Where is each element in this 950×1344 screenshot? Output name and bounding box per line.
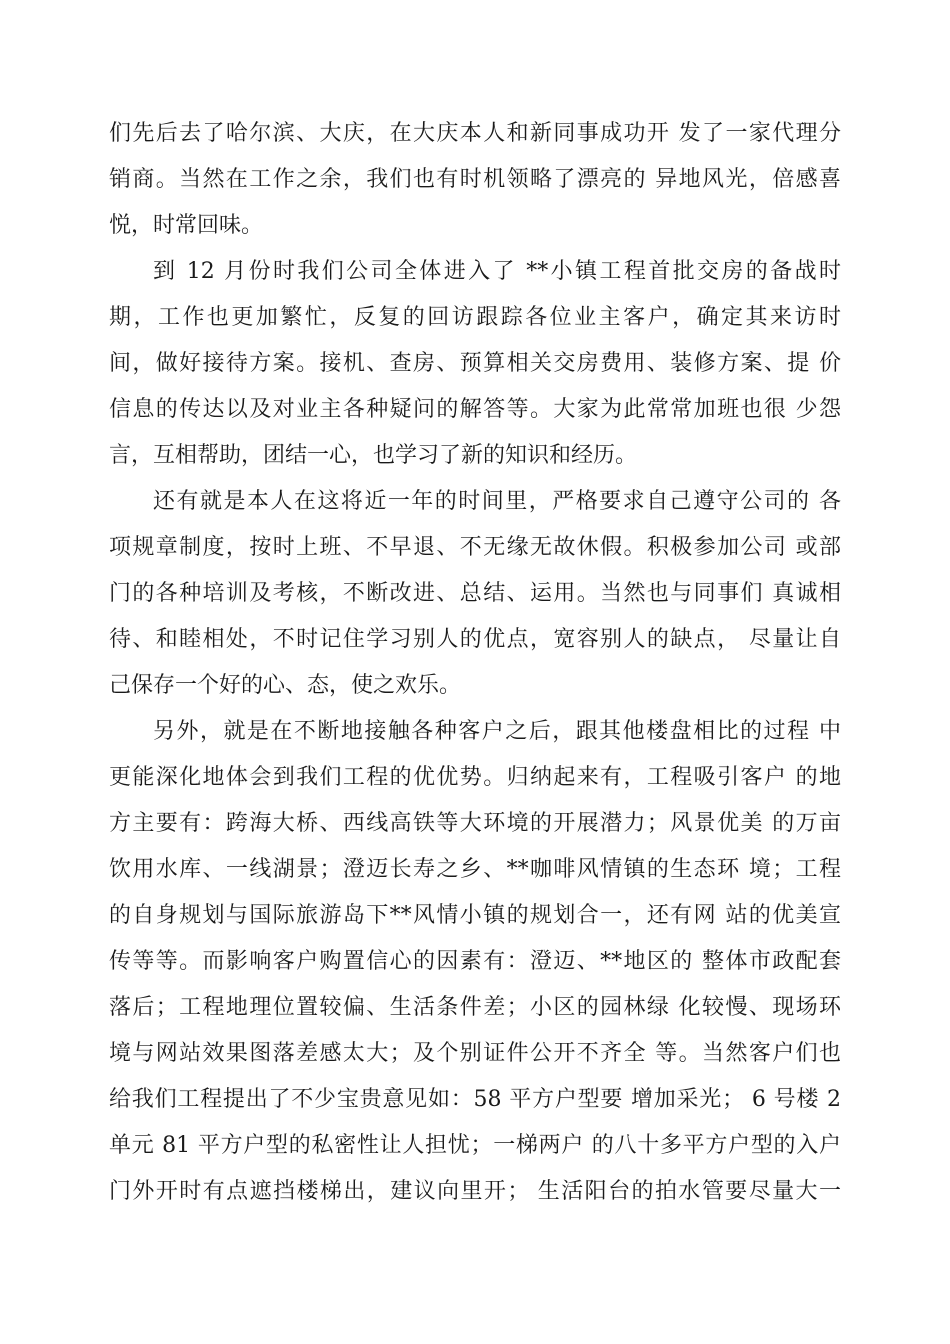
text-line: 单元 81 平方户型的私密性让人担忧；一梯两户 的八十多平方户型的入户 [109, 1133, 841, 1158]
paragraph-first-line: 还有就是本人在这将近一年的时间里，严格要求自己遵守公司的 各 [153, 489, 841, 514]
text-line: 期，工作也更加繁忙，反复的回访跟踪各位业主客户，确定其来访时 [109, 305, 841, 330]
text-line: 饮用水库、一线湖景；澄迈长寿之乡、**咖啡风情镇的生态环 境；工程 [109, 857, 841, 882]
text-line: 境与网站效果图落差感太大；及个别证件公开不齐全 等。当然客户们也 [109, 1041, 841, 1066]
text-line: 的自身规划与国际旅游岛下**风情小镇的规划合一，还有网 站的优美宣 [109, 903, 841, 928]
paragraph-first-line: 到 12 月份时我们公司全体进入了 **小镇工程首批交房的备战时 [153, 259, 841, 284]
text-line: 信息的传达以及对业主各种疑问的解答等。大家为此常常加班也很 少怨 [109, 397, 841, 422]
text-line: 给我们工程提出了不少宝贵意见如：58 平方户型要 增加采光； 6 号楼 2 [109, 1087, 841, 1112]
text-line: 传等等。而影响客户购置信心的因素有：澄迈、**地区的 整体市政配套 [109, 949, 841, 974]
text-line: 更能深化地体会到我们工程的优优势。归纳起来有，工程吸引客户 的地 [109, 765, 841, 790]
text-line: 门的各种培训及考核，不断改进、总结、运用。当然也与同事们 真诚相 [109, 581, 841, 606]
text-line: 悦，时常回味。 [109, 213, 264, 238]
text-line: 项规章制度，按时上班、不早退、不无缘无故休假。积极参加公司 或部 [109, 535, 841, 560]
text-line: 销商。当然在工作之余，我们也有时机领略了漂亮的 异地风光，倍感喜 [109, 167, 841, 192]
text-line: 门外开时有点遮挡楼梯出，建议向里开； 生活阳台的拍水管要尽量大一 [109, 1179, 841, 1204]
text-line: 己保存一个好的心、态，使之欢乐。 [109, 673, 462, 698]
paragraph-first-line: 另外，就是在不断地接触各种客户之后，跟其他楼盘相比的过程 中 [153, 719, 841, 744]
text-line: 们先后去了哈尔滨、大庆，在大庆本人和新同事成功开 发了一家代理分 [109, 121, 841, 146]
text-line: 待、和睦相处，不时记住学习别人的优点，宽容别人的缺点， 尽量让自 [109, 627, 841, 652]
text-line: 间，做好接待方案。接机、查房、预算相关交房费用、装修方案、提 价 [109, 351, 841, 376]
text-line: 落后；工程地理位置较偏、生活条件差；小区的园林绿 化较慢、现场环 [109, 995, 841, 1020]
text-line: 方主要有：跨海大桥、西线高铁等大环境的开展潜力；风景优美 的万亩 [109, 811, 841, 836]
text-line: 言，互相帮助，团结一心，也学习了新的知识和经历。 [109, 443, 638, 468]
